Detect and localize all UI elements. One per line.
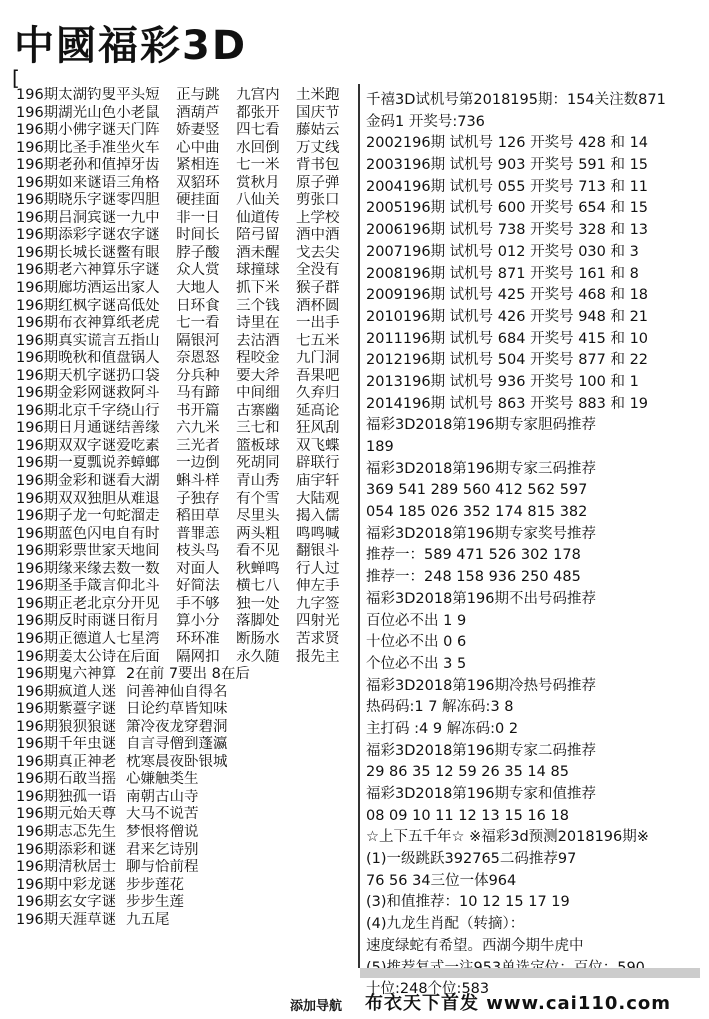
riddle-clue: 去沽酒 xyxy=(236,332,280,349)
riddle-clue: 背书包 xyxy=(296,157,340,174)
riddle-clue: 坐火车 xyxy=(116,139,160,156)
riddle-issue: 196期子龙一句 xyxy=(16,508,117,525)
riddle-issue: 196期红枫字谜 xyxy=(16,297,117,314)
riddle-issue: 196期湖光山色 xyxy=(16,104,117,121)
riddle-issue: 196期太湖钓叟 xyxy=(16,87,117,103)
riddle-clue: 篮板球 xyxy=(236,437,280,454)
riddle-clue: 横七八 xyxy=(236,578,280,595)
riddle-clue: 看大湖 xyxy=(116,473,160,490)
riddle-issue: 196期添彩和谜 xyxy=(16,841,117,858)
riddle-row xyxy=(16,368,356,386)
riddle-issue: 196期如来谜语 xyxy=(16,174,117,191)
riddle-clue: 诗里在 xyxy=(236,315,280,332)
riddle-clue: 双飞蝶 xyxy=(296,437,340,454)
riddle-clue: 马有蹄 xyxy=(176,385,220,402)
riddle-clue: 乐字谜 xyxy=(116,262,160,279)
prediction-line: 2011196期 试机号 684 开奖号 415 和 10 xyxy=(366,330,649,347)
riddle-issue: 196期紫薹字谜 xyxy=(16,701,117,718)
riddle-issue: 196期反时雨谜 xyxy=(16,613,117,630)
riddle-row xyxy=(16,87,356,105)
prediction-line: 福彩3D2018第196期专家二码推荐 xyxy=(366,742,596,759)
riddle-row xyxy=(16,438,356,456)
riddle-clue: 纸老虎 xyxy=(116,315,160,332)
riddle-clue: 酒中酒 xyxy=(296,227,340,244)
cropped-line xyxy=(360,968,700,978)
riddle-clue: 要大斧 xyxy=(236,367,280,384)
prediction-line: 2013196期 试机号 936 开奖号 100 和 1 xyxy=(366,373,639,390)
riddle-clue: 剪张口 xyxy=(296,192,340,209)
riddle-issue: 196期元始天尊 xyxy=(16,806,117,823)
riddle-issue: 196期添彩字谜 xyxy=(16,227,117,244)
riddle-clue: 国庆节 xyxy=(296,104,340,121)
riddle-clue: 一九中 xyxy=(116,209,160,226)
riddle-clue: 枝头鸟 xyxy=(176,543,220,560)
riddle-issue: 196期真正神老 xyxy=(16,753,117,770)
riddle-row xyxy=(16,262,356,280)
riddle-row xyxy=(16,649,356,667)
riddle-issue: 196期老孙和值 xyxy=(16,157,117,174)
riddle-clue: 酒未醒 xyxy=(236,244,280,261)
riddle-clue: 双貂环 xyxy=(176,174,220,191)
riddle-clue: 三角格 xyxy=(116,174,160,191)
riddle-row xyxy=(16,771,356,789)
riddle-clue: 七五米 xyxy=(296,332,340,349)
riddle-issue: 196期志忑先生 xyxy=(16,823,117,840)
riddle-row xyxy=(16,631,356,649)
riddle-clue: 零四胆 xyxy=(116,192,160,209)
prediction-line: 千禧3D试机号第2018195期：154关注数871 xyxy=(366,92,666,108)
riddle-issue: 196期日月通谜 xyxy=(16,420,117,437)
riddle-clue: 久弃归 xyxy=(296,385,340,402)
prediction-line: 十位必不出 0 6 xyxy=(366,634,467,651)
riddle-issue: 196期清秋居士 xyxy=(16,859,117,876)
riddle-clue: 分兵种 xyxy=(176,367,220,384)
riddle-clue: 有个雪 xyxy=(236,490,280,507)
riddle-clue: 大地人 xyxy=(176,280,220,297)
riddle-clue: 苦求贤 xyxy=(296,630,340,647)
riddle-clue: 看不见 xyxy=(236,543,280,560)
riddle-issue: 196期廊坊酒运 xyxy=(16,280,117,297)
riddle-clue: 赏秋月 xyxy=(236,174,280,191)
riddle-row xyxy=(16,298,356,316)
riddle-clue: 分开见 xyxy=(116,595,160,612)
riddle-clue: 落脚处 xyxy=(236,613,280,630)
riddle-clue: 聊与恰前程 xyxy=(126,859,199,876)
riddle-issue: 196期长城长谜 xyxy=(16,244,117,261)
riddle-clue: 狂风刮 xyxy=(296,420,340,437)
riddle-clue: 自有时 xyxy=(116,525,160,542)
prediction-line: 2006196期 试机号 738 开奖号 328 和 13 xyxy=(366,222,649,239)
riddle-clue: 盘锅人 xyxy=(116,350,160,367)
prediction-line: 2005196期 试机号 600 开奖号 654 和 15 xyxy=(366,200,649,217)
riddle-clue: 自言寻僧到蓬瀛 xyxy=(126,736,228,753)
riddle-issue: 196期独孤一语 xyxy=(16,788,117,805)
riddle-clue: 隔网扣 xyxy=(176,648,220,665)
riddle-clue: 算小分 xyxy=(176,613,220,630)
riddle-clue: 两头粗 xyxy=(236,525,280,542)
riddle-issue: 196期千年虫谜 xyxy=(16,736,117,753)
riddle-issue: 196期鬼六神算 xyxy=(16,666,117,683)
riddle-clue: 四射光 xyxy=(296,613,340,630)
riddle-clue: 鳖有眼 xyxy=(116,244,160,261)
riddle-clue: 在后面 xyxy=(116,648,160,665)
riddle-clue: 九门洞 xyxy=(296,350,340,367)
riddle-row xyxy=(16,192,356,210)
riddle-row xyxy=(16,157,356,175)
riddle-clue: 日论约草皆知味 xyxy=(126,701,228,718)
prediction-line: 个位必不出 3 5 xyxy=(366,655,467,672)
riddle-clue: 独一处 xyxy=(236,595,280,612)
prediction-line: 29 86 35 12 59 26 35 14 85 xyxy=(366,764,569,781)
riddle-issue: 196期金彩和谜 xyxy=(16,473,117,490)
prediction-line: 百位必不出 1 9 xyxy=(366,612,467,629)
riddle-row xyxy=(16,666,356,684)
riddle-issue: 196期真实谎言 xyxy=(16,332,117,349)
riddle-clue: 抓下米 xyxy=(236,280,280,297)
riddle-row xyxy=(16,877,356,895)
riddle-clue: 三个钱 xyxy=(236,297,280,314)
riddle-clue: 水回倒 xyxy=(236,139,280,156)
riddle-row xyxy=(16,175,356,193)
riddle-row xyxy=(16,894,356,912)
riddle-issue: 196期天机字谜 xyxy=(16,367,117,384)
riddle-clue: 奈恩怒 xyxy=(176,350,220,367)
footer xyxy=(0,983,709,1019)
riddle-clue: 七一米 xyxy=(236,157,280,174)
prediction-line: (1)一级跳跃392765二码推荐97 xyxy=(366,851,577,868)
riddle-clue: 吾果吧 xyxy=(296,367,340,384)
prediction-line: (3)和值推荐：10 12 15 17 19 xyxy=(366,894,570,911)
riddle-row xyxy=(16,789,356,807)
riddle-clue: 小老鼠 xyxy=(116,104,160,121)
riddle-row xyxy=(16,824,356,842)
riddle-issue: 196期晓乐字谜 xyxy=(16,192,117,209)
column-divider xyxy=(358,84,360,968)
riddle-clue: 手不够 xyxy=(176,595,220,612)
riddle-clue: 九宫内 xyxy=(236,87,280,103)
prediction-line: 福彩3D2018第196期不出号码推荐 xyxy=(366,590,596,607)
riddle-row xyxy=(16,543,356,561)
riddle-clue: 上学校 xyxy=(296,209,340,226)
riddle-clue: 翻银斗 xyxy=(296,543,340,560)
add-navigation-link[interactable]: 添加导航 xyxy=(290,999,343,1014)
prediction-line: 76 56 34三位一体964 xyxy=(366,872,517,889)
riddle-issue: 196期中彩龙谜 xyxy=(16,876,117,893)
riddle-clue: 球撞球 xyxy=(236,262,280,279)
riddle-clue: 结善缘 xyxy=(116,420,160,437)
prediction-line: 福彩3D2018第196期专家和值推荐 xyxy=(366,786,596,802)
riddle-clue: 书开篇 xyxy=(176,402,220,419)
riddle-clue: 日环食 xyxy=(176,297,220,314)
riddle-row xyxy=(16,842,356,860)
riddle-row xyxy=(16,912,356,930)
riddle-row xyxy=(16,508,356,526)
riddle-issue: 196期布衣神算 xyxy=(16,315,117,332)
riddle-row xyxy=(16,420,356,438)
riddle-issue: 196期天涯草谜 xyxy=(16,911,117,928)
riddle-clue: 原子弹 xyxy=(296,174,340,191)
riddle-issue: 196期缘来缘去 xyxy=(16,560,117,577)
riddle-row xyxy=(16,491,356,509)
riddle-clue: 九五尾 xyxy=(126,911,170,928)
riddle-issue: 196期比圣手准 xyxy=(16,139,117,156)
riddle-clue: 仰北斗 xyxy=(116,578,160,595)
riddle-clue: 天地间 xyxy=(116,543,160,560)
riddle-issue: 196期双双独胆 xyxy=(16,490,117,507)
prediction-line: 369 541 289 560 412 562 597 xyxy=(366,482,588,499)
prediction-line: 2004196期 试机号 055 开奖号 713 和 11 xyxy=(366,178,649,195)
riddle-clue: 君来乞诗别 xyxy=(126,841,199,858)
riddle-clue: 行人过 xyxy=(296,560,340,577)
riddle-clue: 大马不说苦 xyxy=(126,806,199,823)
riddle-clue: 养蟑螂 xyxy=(116,455,160,472)
riddle-clue: 步步生莲 xyxy=(126,894,184,911)
prediction-line: 08 09 10 11 12 13 15 16 18 xyxy=(366,807,569,824)
riddle-issue: 196期小佛字谜 xyxy=(16,122,117,139)
riddle-clue: 酒葫芦 xyxy=(176,104,220,121)
riddle-row xyxy=(16,561,356,579)
riddle-clue: 脖子酸 xyxy=(176,244,220,261)
riddle-clue: 大陆观 xyxy=(296,490,340,507)
riddle-clue: 普罪恙 xyxy=(176,525,220,542)
prediction-line: 2010196期 试机号 426 开奖号 948 和 21 xyxy=(366,308,649,325)
riddle-row xyxy=(16,385,356,403)
riddle-clue: 众人赏 xyxy=(176,262,220,279)
riddle-clue: 三光者 xyxy=(176,437,220,454)
riddle-clue: 好简法 xyxy=(176,578,220,595)
prediction-line: 福彩3D2018第196期专家三码推荐 xyxy=(366,460,596,477)
riddle-clue: 蝌斗样 xyxy=(176,473,220,490)
riddle-clue: 高低处 xyxy=(116,297,160,314)
prediction-line: 福彩3D2018第196期冷热号码推荐 xyxy=(366,677,596,694)
riddle-clue: 步步莲花 xyxy=(126,876,184,893)
riddle-clue: 隔银河 xyxy=(176,332,220,349)
riddle-clue: 扔口袋 xyxy=(116,367,160,384)
prediction-line: 推荐一：248 158 936 250 485 xyxy=(366,569,581,586)
riddle-row xyxy=(16,280,356,298)
prediction-line: 金码1 开奖号:736 xyxy=(366,113,485,130)
prediction-line: 189 xyxy=(366,439,394,455)
riddle-row xyxy=(16,350,356,368)
riddle-issue: 196期石敢当摇 xyxy=(16,771,117,788)
riddle-clue: 全没有 xyxy=(296,262,340,279)
riddle-clue: 秋蝉鸣 xyxy=(236,560,280,577)
riddle-clue: 中间细 xyxy=(236,385,280,402)
prediction-list xyxy=(366,90,696,1001)
riddle-clue: 梦恨将僧说 xyxy=(126,823,199,840)
riddle-clue: 辟联行 xyxy=(296,455,340,472)
riddle-row xyxy=(16,333,356,351)
riddle-clue: 五指山 xyxy=(116,332,160,349)
riddle-clue: 娇妻竖 xyxy=(176,122,220,139)
riddle-clue: 救阿斗 xyxy=(116,385,160,402)
riddle-issue: 196期吕洞宾谜 xyxy=(16,209,117,226)
riddle-clue: 枕寒晨夜卧银城 xyxy=(126,753,228,770)
riddle-clue: 农字谜 xyxy=(116,227,160,244)
riddle-clue: 七一看 xyxy=(176,315,220,332)
riddle-clue: 六九米 xyxy=(176,420,220,437)
riddle-clue: 稻田草 xyxy=(176,508,220,525)
riddle-clue: 四七看 xyxy=(236,122,280,139)
riddle-issue: 196期双双字谜 xyxy=(16,437,117,454)
riddle-row xyxy=(16,210,356,228)
riddle-clue: 绕山行 xyxy=(116,402,160,419)
riddle-clue: 死胡同 xyxy=(236,455,280,472)
riddle-clue: 万丈线 xyxy=(296,139,340,156)
riddle-issue: 196期狼狈狼谜 xyxy=(16,718,117,735)
riddle-clue: 箫冷夜龙穿碧洞 xyxy=(126,718,228,735)
riddle-clue: 三七和 xyxy=(236,420,280,437)
riddle-clue: 从难退 xyxy=(116,490,160,507)
prediction-line: 2009196期 试机号 425 开奖号 468 和 18 xyxy=(366,287,649,304)
riddle-clue: 陪弓留 xyxy=(236,227,280,244)
prediction-line: 054 185 026 352 174 815 382 xyxy=(366,504,588,521)
riddle-clue: 一边倒 xyxy=(176,455,220,472)
riddle-row xyxy=(16,596,356,614)
riddle-row xyxy=(16,403,356,421)
riddle-clue: 硬挂面 xyxy=(176,192,220,209)
riddle-issue: 196期圣手箴言 xyxy=(16,578,117,595)
prediction-line: 福彩3D2018第196期专家胆码推荐 xyxy=(366,417,596,434)
riddle-row xyxy=(16,140,356,158)
prediction-line: 2008196期 试机号 871 开奖号 161 和 8 xyxy=(366,265,639,282)
riddle-clue: 报先主 xyxy=(296,648,340,665)
riddle-clue: 鸣鸣喊 xyxy=(296,525,340,542)
riddle-row xyxy=(16,245,356,263)
riddle-clue: 戈去尖 xyxy=(296,244,340,261)
riddle-issue: 196期正德道人 xyxy=(16,630,117,647)
riddle-row xyxy=(16,736,356,754)
riddle-clue: 猴子群 xyxy=(296,280,340,297)
riddle-issue: 196期晚秋和值 xyxy=(16,350,117,367)
riddle-row xyxy=(16,473,356,491)
riddle-clue: 紧相连 xyxy=(176,157,220,174)
riddle-clue: 揭入儒 xyxy=(296,508,340,525)
riddle-clue: 非一日 xyxy=(176,209,220,226)
riddle-clue: 日衔月 xyxy=(116,613,160,630)
riddle-row xyxy=(16,754,356,772)
riddle-clue: 爱吃素 xyxy=(116,437,160,454)
riddle-issue: 196期疯道人迷 xyxy=(16,683,117,700)
riddle-clue: 尽里头 xyxy=(236,508,280,525)
prediction-line: 速度绿蛇有希望。西湖今期牛虎中 xyxy=(366,937,584,954)
riddle-row xyxy=(16,578,356,596)
riddle-clue: 出家人 xyxy=(116,280,160,297)
riddle-clue: 正与跳 xyxy=(176,87,220,103)
riddle-clue: 七星湾 xyxy=(116,630,160,647)
riddle-list xyxy=(16,87,356,929)
riddle-clue: 平头短 xyxy=(116,87,160,103)
riddle-clue: 土米跑 xyxy=(296,87,340,103)
riddle-clue: 对面人 xyxy=(176,560,220,577)
riddle-clue: 子独存 xyxy=(176,490,220,507)
riddle-clue: 青山秀 xyxy=(236,473,280,490)
riddle-clue: 心中曲 xyxy=(176,139,220,156)
prediction-line: 2012196期 试机号 504 开奖号 877 和 22 xyxy=(366,352,649,369)
riddle-row xyxy=(16,315,356,333)
prediction-line: 推荐一：589 471 526 302 178 xyxy=(366,547,581,564)
prediction-line: ☆上下五千年☆ ※福彩3d预测2018196期※ xyxy=(366,829,649,846)
riddle-clue: 仙道传 xyxy=(236,209,280,226)
riddle-clue: 南朝古山寺 xyxy=(126,788,199,805)
riddle-clue: 心嫌触类生 xyxy=(126,771,199,788)
riddle-row xyxy=(16,684,356,702)
riddle-issue: 196期老六神算 xyxy=(16,262,117,279)
riddle-issue: 196期一夏瓢说 xyxy=(16,455,117,472)
riddle-row xyxy=(16,613,356,631)
riddle-issue: 196期姜太公诗 xyxy=(16,648,117,665)
riddle-issue: 196期北京千字 xyxy=(16,402,117,419)
prediction-line: 2007196期 试机号 012 开奖号 030 和 3 xyxy=(366,243,639,260)
riddle-row xyxy=(16,719,356,737)
riddle-clue: 庙宇轩 xyxy=(296,473,340,490)
riddle-clue: 程咬金 xyxy=(236,350,280,367)
riddle-clue: 延高论 xyxy=(296,402,340,419)
riddle-issue: 196期蓝色闪电 xyxy=(16,525,117,542)
riddle-row xyxy=(16,859,356,877)
riddle-row xyxy=(16,701,356,719)
riddle-clue: 一出手 xyxy=(296,315,340,332)
riddle-row xyxy=(16,806,356,824)
prediction-line: 福彩3D2018第196期专家奖号推荐 xyxy=(366,525,596,542)
riddle-clue: 藤姑云 xyxy=(296,122,340,139)
riddle-clue: 2在前 7要出 8在后 xyxy=(126,666,250,683)
riddle-row xyxy=(16,526,356,544)
riddle-clue: 掉牙齿 xyxy=(116,157,160,174)
bracket-mark: [ xyxy=(12,66,20,90)
prediction-line: 热码码:1 7 解冻码:3 8 xyxy=(366,699,514,716)
riddle-clue: 酒杯圆 xyxy=(296,297,340,314)
riddle-clue: 古寨幽 xyxy=(236,402,280,419)
riddle-clue: 九字签 xyxy=(296,595,340,612)
site-brand[interactable]: 布衣天下首发 www.cai110.com xyxy=(365,993,672,1014)
riddle-issue: 196期玄女字谜 xyxy=(16,894,117,911)
prediction-line: 主打码 :4 9 解冻码:0 2 xyxy=(366,720,519,737)
riddle-row xyxy=(16,227,356,245)
page-title: 中國福彩3D xyxy=(14,23,248,69)
riddle-clue: 八仙关 xyxy=(236,192,280,209)
prediction-line: (4)九龙生肖配（转摘）： xyxy=(366,916,525,933)
riddle-issue: 196期金彩网谜 xyxy=(16,385,117,402)
riddle-clue: 伸左手 xyxy=(296,578,340,595)
riddle-clue: 时间长 xyxy=(176,227,220,244)
riddle-row xyxy=(16,122,356,140)
riddle-row xyxy=(16,105,356,123)
riddle-clue: 问善神仙自得名 xyxy=(126,683,228,700)
riddle-clue: 永久随 xyxy=(236,648,280,665)
riddle-clue: 蛇溜走 xyxy=(116,508,160,525)
prediction-line: 2002196期 试机号 126 开奖号 428 和 14 xyxy=(366,135,649,152)
riddle-row xyxy=(16,455,356,473)
riddle-issue: 196期彩票世家 xyxy=(16,543,117,560)
riddle-clue: 都张开 xyxy=(236,104,280,121)
riddle-issue: 196期正老北京 xyxy=(16,595,117,612)
riddle-clue: 环环准 xyxy=(176,630,220,647)
riddle-clue: 断肠水 xyxy=(236,630,280,647)
riddle-clue: 天门阵 xyxy=(116,122,160,139)
prediction-line: 2003196期 试机号 903 开奖号 591 和 15 xyxy=(366,157,649,174)
riddle-clue: 数一数 xyxy=(116,560,160,577)
prediction-line: 2014196期 试机号 863 开奖号 883 和 19 xyxy=(366,395,649,412)
prediction-line: 十位:248个位:583 xyxy=(366,981,490,998)
